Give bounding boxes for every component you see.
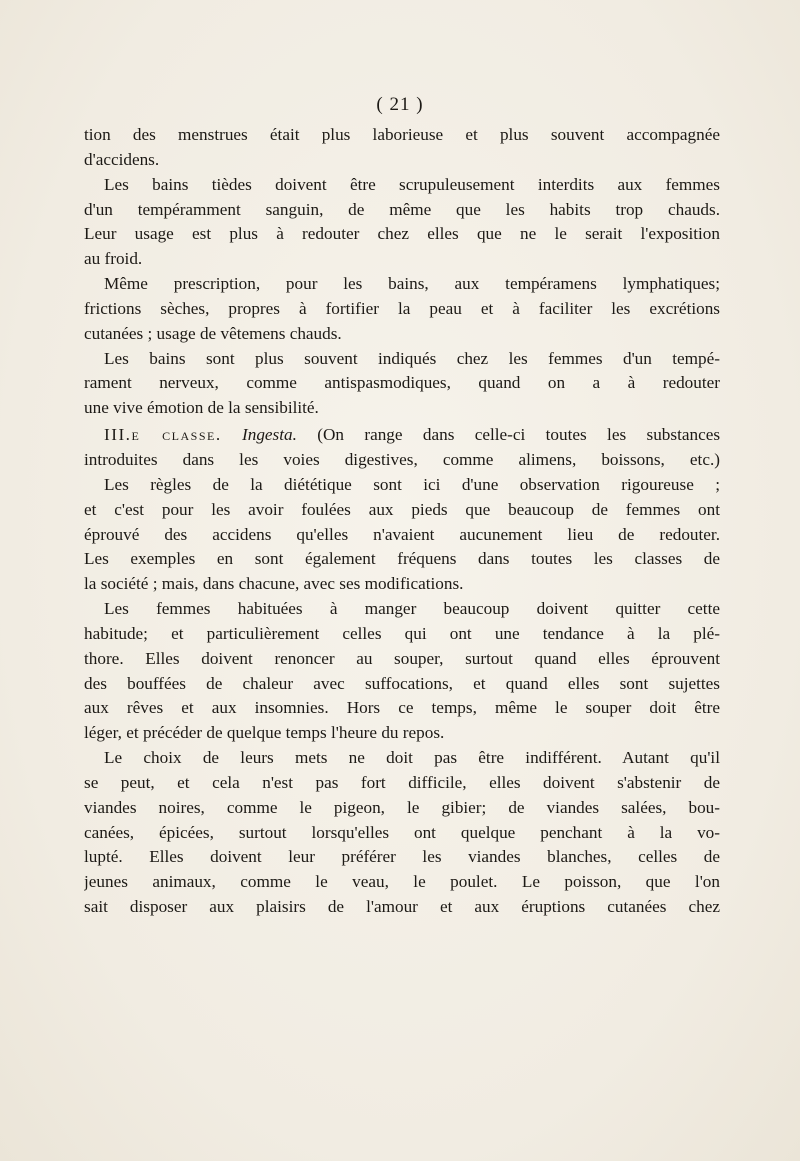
paragraph	[84, 272, 720, 347]
paragraph	[84, 597, 720, 746]
section-label: III.e classe.	[104, 425, 222, 445]
text-line: léger, et précéder de quelque temps l'heure du repos.	[84, 723, 445, 743]
text-line: canées, épicées, surtout lorsqu'elles ont quelque penchant à la vo-	[84, 822, 720, 842]
text-line: des bouffées de chaleur avec suffocations, et quand elles sont sujettes	[84, 673, 720, 693]
text-line: Le choix de leurs mets ne doit pas être indifférent. Autant qu'il	[104, 748, 720, 768]
text-line: aux rêves et aux insomnies. Hors ce temps, même le souper doit être	[84, 698, 720, 718]
paragraph	[84, 347, 720, 422]
text-line: introduites dans les voies digestives, comme alimens, boissons, etc.)	[84, 449, 720, 469]
paragraph	[84, 423, 720, 597]
paragraph	[84, 123, 720, 173]
text-line: Même prescription, pour les bains, aux tempéramens lymphatiques;	[104, 274, 720, 294]
text-line: frictions sèches, propres à fortifier la peau et à faciliter les excrétions	[84, 298, 720, 318]
section-heading-line	[84, 423, 720, 448]
text-line: une vive émotion de la sensibilité.	[84, 398, 319, 418]
text-line: thore. Elles doivent renoncer au souper, surtout quand elles éprouvent	[84, 648, 720, 668]
text-line: sait disposer aux plaisirs de l'amour et aux éruptions cutanées chez	[84, 897, 720, 917]
text-line: tion des menstrues était plus laborieuse et plus souvent accompagnée	[84, 125, 720, 144]
text-line: viandes noires, comme le pigeon, le gibier; de viandes salées, bou-	[84, 797, 720, 817]
page-number: ( 21 )	[376, 94, 424, 115]
text-line: Les exemples en sont également fréquens dans toutes les classes de	[84, 549, 720, 569]
text-line: et c'est pour les avoir foulées aux pieds que beaucoup de femmes ont	[84, 499, 720, 519]
text-line: rament nerveux, comme antispasmodiques, quand on a à redouter	[84, 373, 720, 393]
text-line: Les règles de la diététique sont ici d'une observation rigoureuse ;	[104, 474, 720, 494]
body-text	[84, 123, 720, 920]
paragraph	[84, 746, 720, 920]
text-line: au froid.	[84, 249, 143, 269]
text-line: habitude; et particulièrement celles qui ont une tendance à la plé-	[84, 623, 720, 643]
section-term: Ingesta.	[242, 425, 297, 445]
text-line: d'accidens.	[84, 149, 160, 169]
text-line: lupté. Elles doivent leur préférer les viandes blanches, celles de	[84, 847, 720, 867]
text-line: cutanées ; usage de vêtemens chauds.	[84, 323, 342, 343]
text-line: la société ; mais, dans chacune, avec ses modifications.	[84, 574, 464, 594]
text-line: se peut, et cela n'est pas fort difficile, elles doivent s'abstenir de	[84, 772, 720, 792]
text-line: Les bains tièdes doivent être scrupuleusement interdits aux femmes	[104, 174, 720, 194]
paragraph	[84, 173, 720, 272]
text-line: Les bains sont plus souvent indiqués chez les femmes d'un tempé-	[104, 348, 720, 368]
text-line: Leur usage est plus à redouter chez elles que ne le serait l'exposition	[84, 224, 720, 244]
text-line: d'un tempéramment sanguin, de même que les habits trop chauds.	[84, 199, 720, 219]
text-line: éprouvé des accidens qu'elles n'avaient aucunement lieu de redouter.	[84, 524, 720, 544]
text-line: Les femmes habituées à manger beaucoup doivent quitter cette	[104, 599, 720, 619]
text-line: (On range dans celle-ci toutes les substances	[317, 425, 720, 445]
text-line: jeunes animaux, comme le veau, le poulet. Le poisson, que l'on	[84, 872, 720, 892]
